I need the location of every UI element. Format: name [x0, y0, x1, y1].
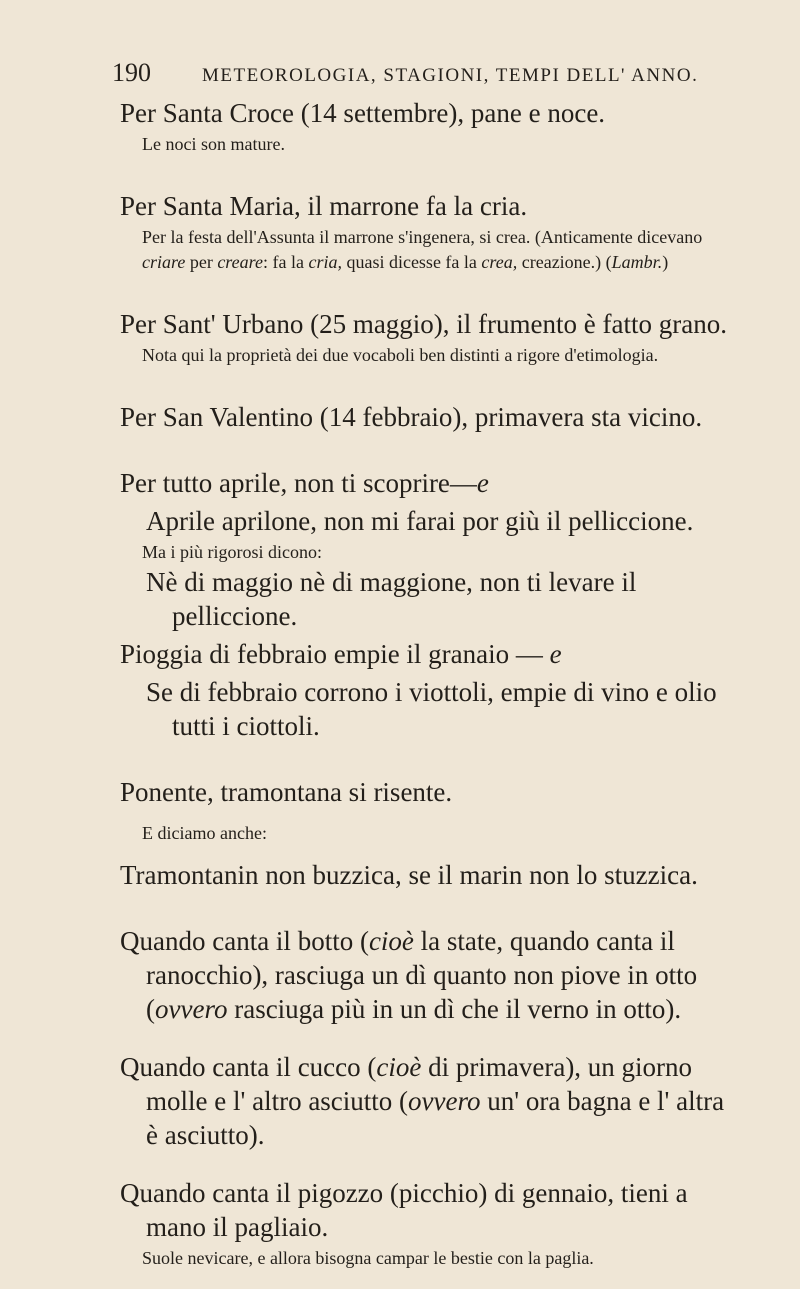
proverb: Per tutto aprile, non ti scoprire—e [120, 468, 489, 498]
entry-botto [120, 924, 735, 1026]
proverb-variant: Nè di maggio nè di maggione, non ti levare il pelliccione. [146, 567, 637, 631]
proverb: Per San Valentino (14 febbraio), primavera sta vicino. [120, 402, 703, 432]
page-header [112, 58, 740, 88]
commentary: Suole nevicare, e allora bisogna campar le bestie con la paglia. [142, 1248, 594, 1268]
proverb: Quando canta il botto (cioè la state, quando canta il ranocchio), rasciuga un dì quanto non piove in otto (ovvero rasciuga più in un dì che il verno in otto). [120, 926, 698, 1024]
entry-febbraio [120, 637, 735, 743]
entry-pigozzo [120, 1176, 735, 1271]
proverb: Ponente, tramontana si risente. [120, 777, 453, 807]
proverb: Per Santa Maria, il marrone fa la cria. [120, 191, 528, 221]
running-head: METEOROLOGIA, STAGIONI, TEMPI DELL' ANNO. [202, 65, 699, 86]
proverb: Quando canta il cucco (cioè di primavera), un giorno molle e l' altro asciutto (ovvero un' ora bagna e l' altra è asciutto). [120, 1052, 725, 1150]
page-body [120, 96, 735, 1271]
proverb-variant: Se di febbraio corrono i viottoli, empie di vino e olio tutti i ciottoli. [146, 677, 717, 741]
entry-aprile [120, 466, 735, 633]
commentary: Nota qui la proprietà dei due vocaboli ben distinti a rigore d'etimologia. [142, 345, 659, 365]
entry-santa-maria [120, 189, 735, 275]
entry-sant-urbano [120, 307, 735, 368]
proverb: Per Sant' Urbano (25 maggio), il frumento è fatto grano. [120, 309, 727, 339]
entry-santa-croce [120, 96, 735, 157]
proverb-variant: Tramontanin non buzzica, se il marin non lo stuzzica. [120, 860, 698, 890]
entry-cucco [120, 1050, 735, 1152]
proverb: Quando canta il pigozzo (picchio) di gennaio, tieni a mano il pagliaio. [120, 1178, 688, 1242]
entry-san-valentino [120, 400, 735, 434]
proverb-variant: Aprile aprilone, non mi farai por giù il pelliccione. [146, 506, 694, 536]
proverb: Per Santa Croce (14 settembre), pane e noce. [120, 98, 606, 128]
proverb: Pioggia di febbraio empie il granaio — e [120, 639, 562, 669]
commentary: Per la festa dell'Assunta il marrone s'ingenera, si crea. (Anticamente dicevano criare per creare: fa la cria, quasi dicesse fa la crea, creazione.) (Lambr.) [142, 227, 703, 272]
commentary: E diciamo anche: [142, 823, 267, 843]
entry-ponente [120, 775, 735, 892]
page-number: 190 [112, 58, 151, 87]
commentary: Ma i più rigorosi dicono: [142, 542, 322, 562]
commentary: Le noci son mature. [142, 134, 285, 154]
